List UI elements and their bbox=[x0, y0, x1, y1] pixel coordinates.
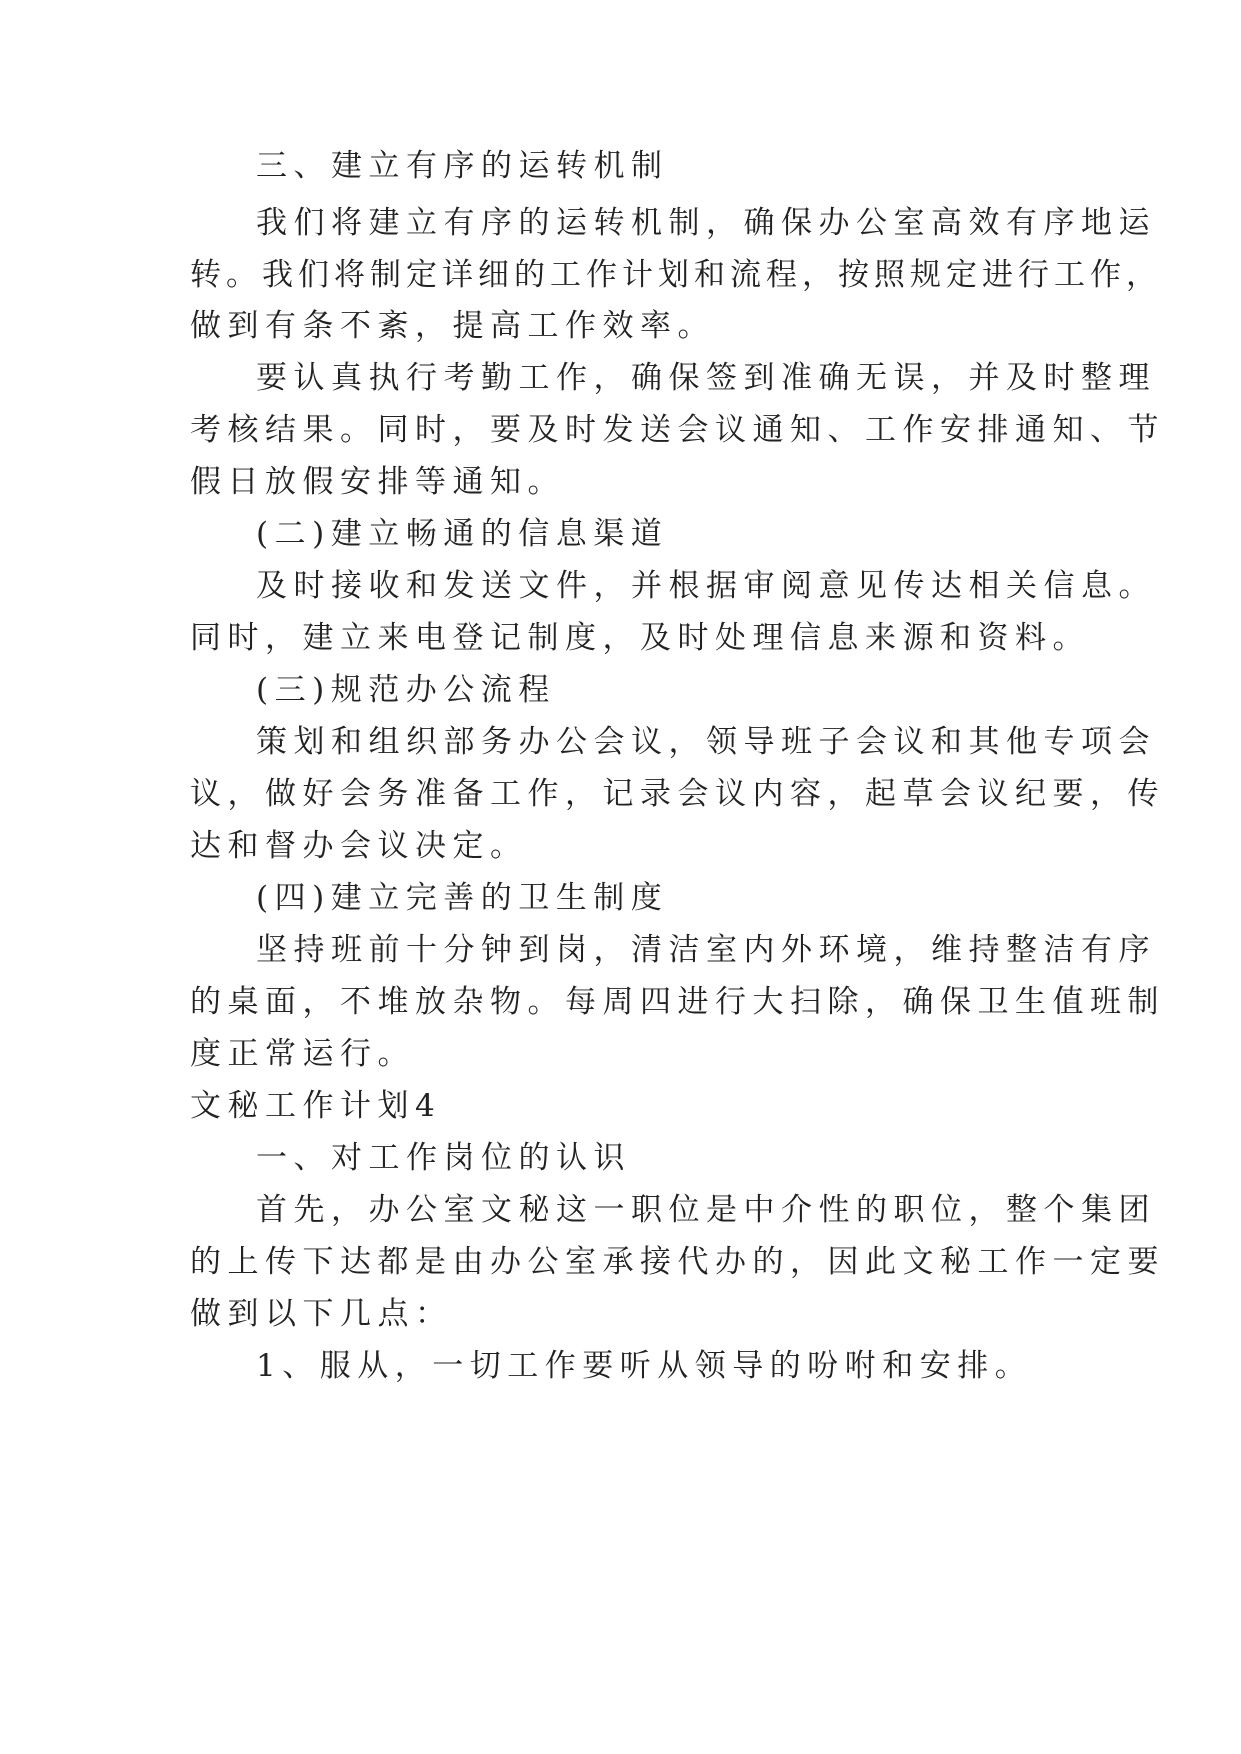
paragraph-line: 转。我们将制定详细的工作计划和流程，按照规定进行工作， bbox=[190, 257, 1162, 293]
paragraph-line: 我们将建立有序的运转机制，确保办公室高效有序地运 bbox=[256, 205, 1156, 241]
paragraph-line: 的桌面，不堆放杂物。每周四进行大扫除，确保卫生值班制 bbox=[190, 984, 1165, 1020]
paragraph-line: 达和督办会议决定。 bbox=[190, 828, 528, 864]
list-item: 1、服从，一切工作要听从领导的吩咐和安排。 bbox=[256, 1348, 1033, 1384]
paragraph-line: 的上传下达都是由办公室承接代办的，因此文秘工作一定要 bbox=[190, 1244, 1165, 1280]
paragraph-line: 及时接收和发送文件，并根据审阅意见传达相关信息。 bbox=[256, 568, 1156, 604]
subsection-heading: (二)建立畅通的信息渠道 bbox=[256, 516, 669, 552]
paragraph-line: 考核结果。同时，要及时发送会议通知、工作安排通知、节 bbox=[190, 412, 1165, 448]
paragraph-line: 要认真执行考勤工作，确保签到准确无误，并及时整理 bbox=[256, 360, 1156, 396]
section-heading: 一、对工作岗位的认识 bbox=[256, 1140, 631, 1176]
paragraph-line: 同时，建立来电登记制度，及时处理信息来源和资料。 bbox=[190, 620, 1090, 656]
paragraph-line: 度正常运行。 bbox=[190, 1036, 415, 1072]
paragraph-line: 首先，办公室文秘这一职位是中介性的职位，整个集团 bbox=[256, 1192, 1156, 1228]
section-heading: 三、建立有序的运转机制 bbox=[256, 148, 669, 184]
paragraph-line: 策划和组织部务办公会议，领导班子会议和其他专项会 bbox=[256, 724, 1156, 760]
paragraph-line: 议，做好会务准备工作，记录会议内容，起草会议纪要，传 bbox=[190, 776, 1165, 812]
subsection-heading: (四)建立完善的卫生制度 bbox=[256, 880, 669, 916]
paragraph-line: 做到以下几点： bbox=[190, 1296, 453, 1332]
document-title: 文秘工作计划4 bbox=[190, 1088, 442, 1124]
paragraph-line: 假日放假安排等通知。 bbox=[190, 464, 565, 500]
paragraph-line: 坚持班前十分钟到岗，清洁室内外环境，维持整洁有序 bbox=[256, 932, 1156, 968]
subsection-heading: (三)规范办公流程 bbox=[256, 672, 556, 708]
paragraph-line: 做到有条不紊，提高工作效率。 bbox=[190, 308, 715, 344]
